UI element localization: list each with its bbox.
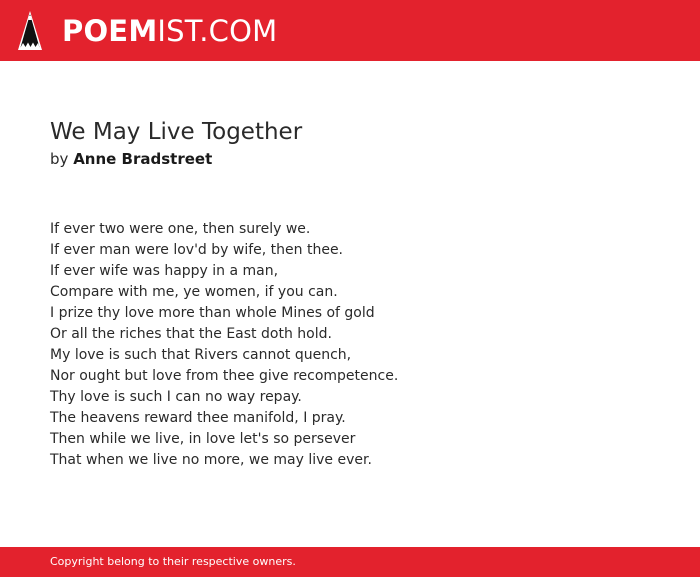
poem-line: That when we live no more, we may live ever. <box>50 452 372 468</box>
site-logo-link[interactable] <box>17 9 277 53</box>
pencil-icon <box>17 10 43 52</box>
site-header <box>0 0 700 61</box>
poem-line: If ever man were lov'd by wife, then thee. <box>50 242 344 258</box>
author-name[interactable]: Anne Bradstreet <box>73 150 213 168</box>
poem-line: If ever two were one, then surely we. <box>50 221 311 237</box>
poem-line: Thy love is such I can no way repay. <box>50 389 302 405</box>
poem-line: Then while we live, in love let's so persever <box>50 431 356 447</box>
site-logo-text <box>62 13 278 48</box>
byline <box>50 149 212 169</box>
poem-line: If ever wife was happy in a man, <box>50 263 279 279</box>
logo-text-light: IST.COM <box>157 13 278 48</box>
poem-line: I prize thy love more than whole Mines of gold <box>50 305 375 321</box>
poem-line: Nor ought but love from thee give recompetence. <box>50 368 399 384</box>
poem-line: Compare with me, ye women, if you can. <box>50 284 338 300</box>
poem-line: My love is such that Rivers cannot quench, <box>50 347 352 363</box>
byline-prefix: by <box>50 150 69 168</box>
logo-text-bold: POEM <box>62 13 158 48</box>
poem-body <box>50 219 650 471</box>
site-footer <box>0 547 700 577</box>
copyright-text: Copyright belong to their respective owners. <box>50 555 296 568</box>
poem-line: The heavens reward thee manifold, I pray. <box>50 410 346 426</box>
poem-title: We May Live Together <box>50 119 303 145</box>
poem-line: Or all the riches that the East doth hold. <box>50 326 332 342</box>
